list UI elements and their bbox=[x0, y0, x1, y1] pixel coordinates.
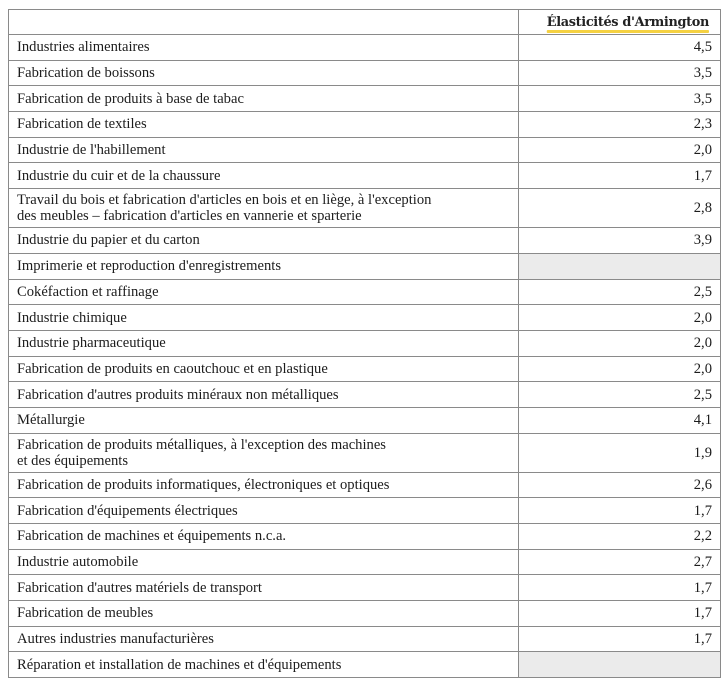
sector-label: Industrie de l'habillement bbox=[9, 137, 519, 163]
elasticity-value: 2,8 bbox=[519, 189, 721, 228]
sector-label: Réparation et installation de machines et d'équipements bbox=[9, 652, 519, 678]
table-row bbox=[9, 228, 721, 254]
elasticity-value: 3,5 bbox=[519, 86, 721, 112]
sector-label-line: des meubles – fabrication d'articles en vannerie et sparterie bbox=[17, 208, 362, 225]
table-row bbox=[9, 498, 721, 524]
elasticity-value: 2,6 bbox=[519, 472, 721, 498]
elasticity-value: 2,5 bbox=[519, 279, 721, 305]
header-label-cell bbox=[9, 10, 519, 35]
table-row bbox=[9, 305, 721, 331]
table-row bbox=[9, 524, 721, 550]
sector-label-line: Travail du bois et fabrication d'articles en bois et en liège, à l'exception bbox=[17, 192, 432, 209]
table-row bbox=[9, 279, 721, 305]
table-row bbox=[9, 472, 721, 498]
sector-label: Fabrication d'autres matériels de transport bbox=[9, 575, 519, 601]
elasticity-value: 2,5 bbox=[519, 382, 721, 408]
elasticity-value: 3,5 bbox=[519, 60, 721, 86]
elasticity-value: 3,9 bbox=[519, 228, 721, 254]
sector-label: Industrie du papier et du carton bbox=[9, 228, 519, 254]
elasticity-value: 1,7 bbox=[519, 601, 721, 627]
table-row bbox=[9, 433, 721, 472]
table-row bbox=[9, 575, 721, 601]
elasticity-value: 1,7 bbox=[519, 575, 721, 601]
table-row bbox=[9, 601, 721, 627]
sector-label: Fabrication de boissons bbox=[9, 60, 519, 86]
sector-label: Industrie chimique bbox=[9, 305, 519, 331]
table-row bbox=[9, 382, 721, 408]
sector-label: Fabrication de produits à base de tabac bbox=[9, 86, 519, 112]
elasticity-value: 4,1 bbox=[519, 407, 721, 433]
elasticity-value: 2,3 bbox=[519, 112, 721, 138]
sector-label: Autres industries manufacturières bbox=[9, 626, 519, 652]
elasticity-value: 2,7 bbox=[519, 549, 721, 575]
sector-label bbox=[9, 189, 519, 228]
sector-label: Fabrication de meubles bbox=[9, 601, 519, 627]
elasticity-value: 2,0 bbox=[519, 305, 721, 331]
column-title-armington: Élasticités d'Armington bbox=[546, 14, 709, 30]
elasticity-value: 1,7 bbox=[519, 163, 721, 189]
elasticity-value: 1,7 bbox=[519, 626, 721, 652]
elasticity-value: 2,2 bbox=[519, 524, 721, 550]
elasticity-value: 2,0 bbox=[519, 330, 721, 356]
sector-label: Fabrication de machines et équipements n.c.a. bbox=[9, 524, 519, 550]
sector-label: Industrie pharmaceutique bbox=[9, 330, 519, 356]
sector-label: Fabrication de produits informatiques, électroniques et optiques bbox=[9, 472, 519, 498]
sector-label: Métallurgie bbox=[9, 407, 519, 433]
sector-label: Imprimerie et reproduction d'enregistrements bbox=[9, 253, 519, 279]
table-row bbox=[9, 356, 721, 382]
elasticity-value: 4,5 bbox=[519, 35, 721, 61]
sector-label: Cokéfaction et raffinage bbox=[9, 279, 519, 305]
table-row bbox=[9, 86, 721, 112]
table-row bbox=[9, 35, 721, 61]
table-row bbox=[9, 112, 721, 138]
table-row bbox=[9, 137, 721, 163]
sector-label: Fabrication de produits en caoutchouc et en plastique bbox=[9, 356, 519, 382]
elasticity-value: 2,0 bbox=[519, 356, 721, 382]
elasticity-value: 1,7 bbox=[519, 498, 721, 524]
table-row bbox=[9, 163, 721, 189]
armington-elasticities-table bbox=[8, 9, 721, 678]
table-row bbox=[9, 60, 721, 86]
sector-label bbox=[9, 433, 519, 472]
elasticity-value-empty bbox=[519, 253, 721, 279]
table-header-row bbox=[9, 10, 721, 35]
table-row bbox=[9, 407, 721, 433]
elasticity-value: 2,0 bbox=[519, 137, 721, 163]
sector-label: Fabrication d'autres produits minéraux non métalliques bbox=[9, 382, 519, 408]
table-row bbox=[9, 189, 721, 228]
table-row bbox=[9, 253, 721, 279]
sector-label: Industrie automobile bbox=[9, 549, 519, 575]
sector-label: Industries alimentaires bbox=[9, 35, 519, 61]
table-row bbox=[9, 549, 721, 575]
sector-label-line: et des équipements bbox=[17, 452, 129, 469]
sector-label: Fabrication d'équipements électriques bbox=[9, 498, 519, 524]
sector-label: Industrie du cuir et de la chaussure bbox=[9, 163, 519, 189]
table-row bbox=[9, 626, 721, 652]
table-row bbox=[9, 652, 721, 678]
elasticity-value: 1,9 bbox=[519, 433, 721, 472]
table-row bbox=[9, 330, 721, 356]
header-value-cell bbox=[519, 10, 721, 35]
elasticity-value-empty bbox=[519, 652, 721, 678]
sector-label: Fabrication de textiles bbox=[9, 112, 519, 138]
sector-label-line: Fabrication de produits métalliques, à l'exception des machines bbox=[17, 436, 386, 453]
